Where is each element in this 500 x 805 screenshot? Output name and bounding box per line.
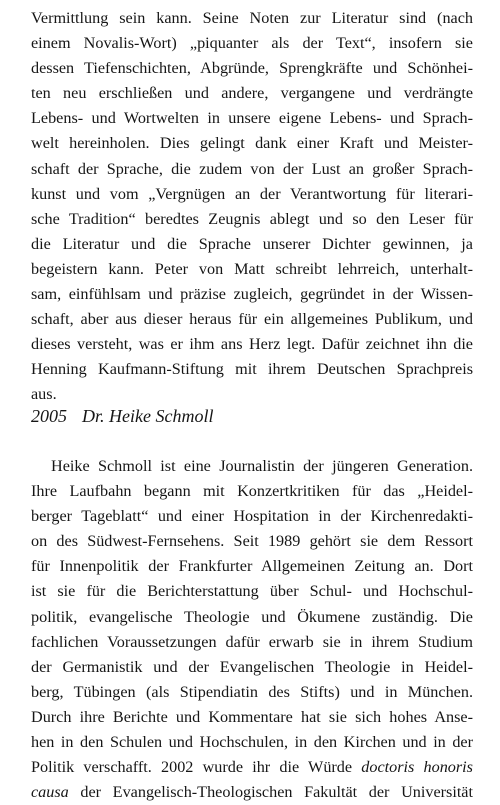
text-line: die Literatur und die Sprache unserer Dichter gewinnen, ja [31,234,473,253]
text-line: Durch ihre Berichte und Kommentare hat sie sich hohes Anse- [31,707,473,726]
text-line: dessen Tiefenschichten, Abgründe, Sprengkräfte und Schönhei- [31,59,473,78]
text-line: Vermittlung sein kann. Seine Noten zur Literatur sind (nach [31,9,473,27]
text-line: aus. [31,385,57,404]
text-line: politik, evangelische Theologie und Ökumene zuständig. Die [31,607,473,626]
heading-name: Dr. Heike Schmoll [82,406,214,426]
text-line: kunst und vom „Vergnügen an der Verantwortung für literari- [31,184,473,203]
text-line: ist sie für die Berichterstattung über Schul- und Hochschul- [31,582,473,601]
text-line: on des Südwest-Fernsehens. Seit 1989 gehört sie dem Ressort [31,532,473,551]
section-heading [31,406,213,427]
latin-phrase: causa [31,783,69,802]
text-line: sam, einfühlsam und präzise zugleich, gegründet in der Wissen- [31,285,473,304]
text-line: ten neu erschließen und andere, vergangene und verdrängte [31,84,473,103]
text-line: Ihre Laufbahn begann mit Konzertkritiken für das „Heidel- [31,482,473,501]
text-run: der Evangelisch-Theologischen Fakultät der Universität [68,783,473,802]
text-line: welt hereinholen. Dies gelingt dank einer Kraft und Meister- [31,134,473,153]
text-line [31,755,473,780]
text-line: Henning Kaufmann-Stiftung mit ihrem Deutschen Sprachpreis [31,360,473,379]
text-run: Politik verschafft. 2002 wurde ihr die Würde [31,758,362,777]
text-line: Lebens- und Wortwelten in unsere eigene Lebens- und Sprach- [31,109,473,128]
heading-year: 2005 [31,406,67,426]
paragraph-laudatio [31,454,473,805]
text-line: für Innenpolitik der Frankfurter Allgemeinen Zeitung an. Dort [31,557,473,576]
text-line: einem Novalis-Wort) „piquanter als der Text“, insofern sie [31,34,473,53]
text-line: fachlichen Voraussetzungen dafür erwarb sie in ihrem Studium [31,632,473,651]
text-line: begeistern kann. Peter von Matt schreibt lehrreich, unterhalt- [31,259,473,278]
text-line: schaft der Sprache, die zudem von der Lust an großer Sprach- [31,159,473,178]
text-line: schaft, aber aus dieser heraus für ein allgemeines Publikum, und [31,310,473,329]
text-line [31,780,473,805]
text-line: der Germanistik und der Evangelischen Theologie in Heidel- [31,657,473,676]
paragraph-continued [31,6,473,408]
text-line: Heike Schmoll ist eine Journalistin der jüngeren Generation. [51,457,473,475]
text-line: sche Tradition“ beredtes Zeugnis ablegt und so den Leser für [31,209,473,228]
text-line: berg, Tübingen (als Stipendiatin des Stifts) und in München. [31,682,473,701]
text-line: hen in den Schulen und Hochschulen, in den Kirchen und in der [31,733,473,752]
text-line: berger Tageblatt“ und einer Hospitation in der Kirchenredakti- [31,507,473,526]
text-line: dieses versteht, was er ihm ans Herz legt. Dafür zeichnet ihn die [31,335,473,354]
latin-phrase: doctoris honoris [361,758,473,777]
